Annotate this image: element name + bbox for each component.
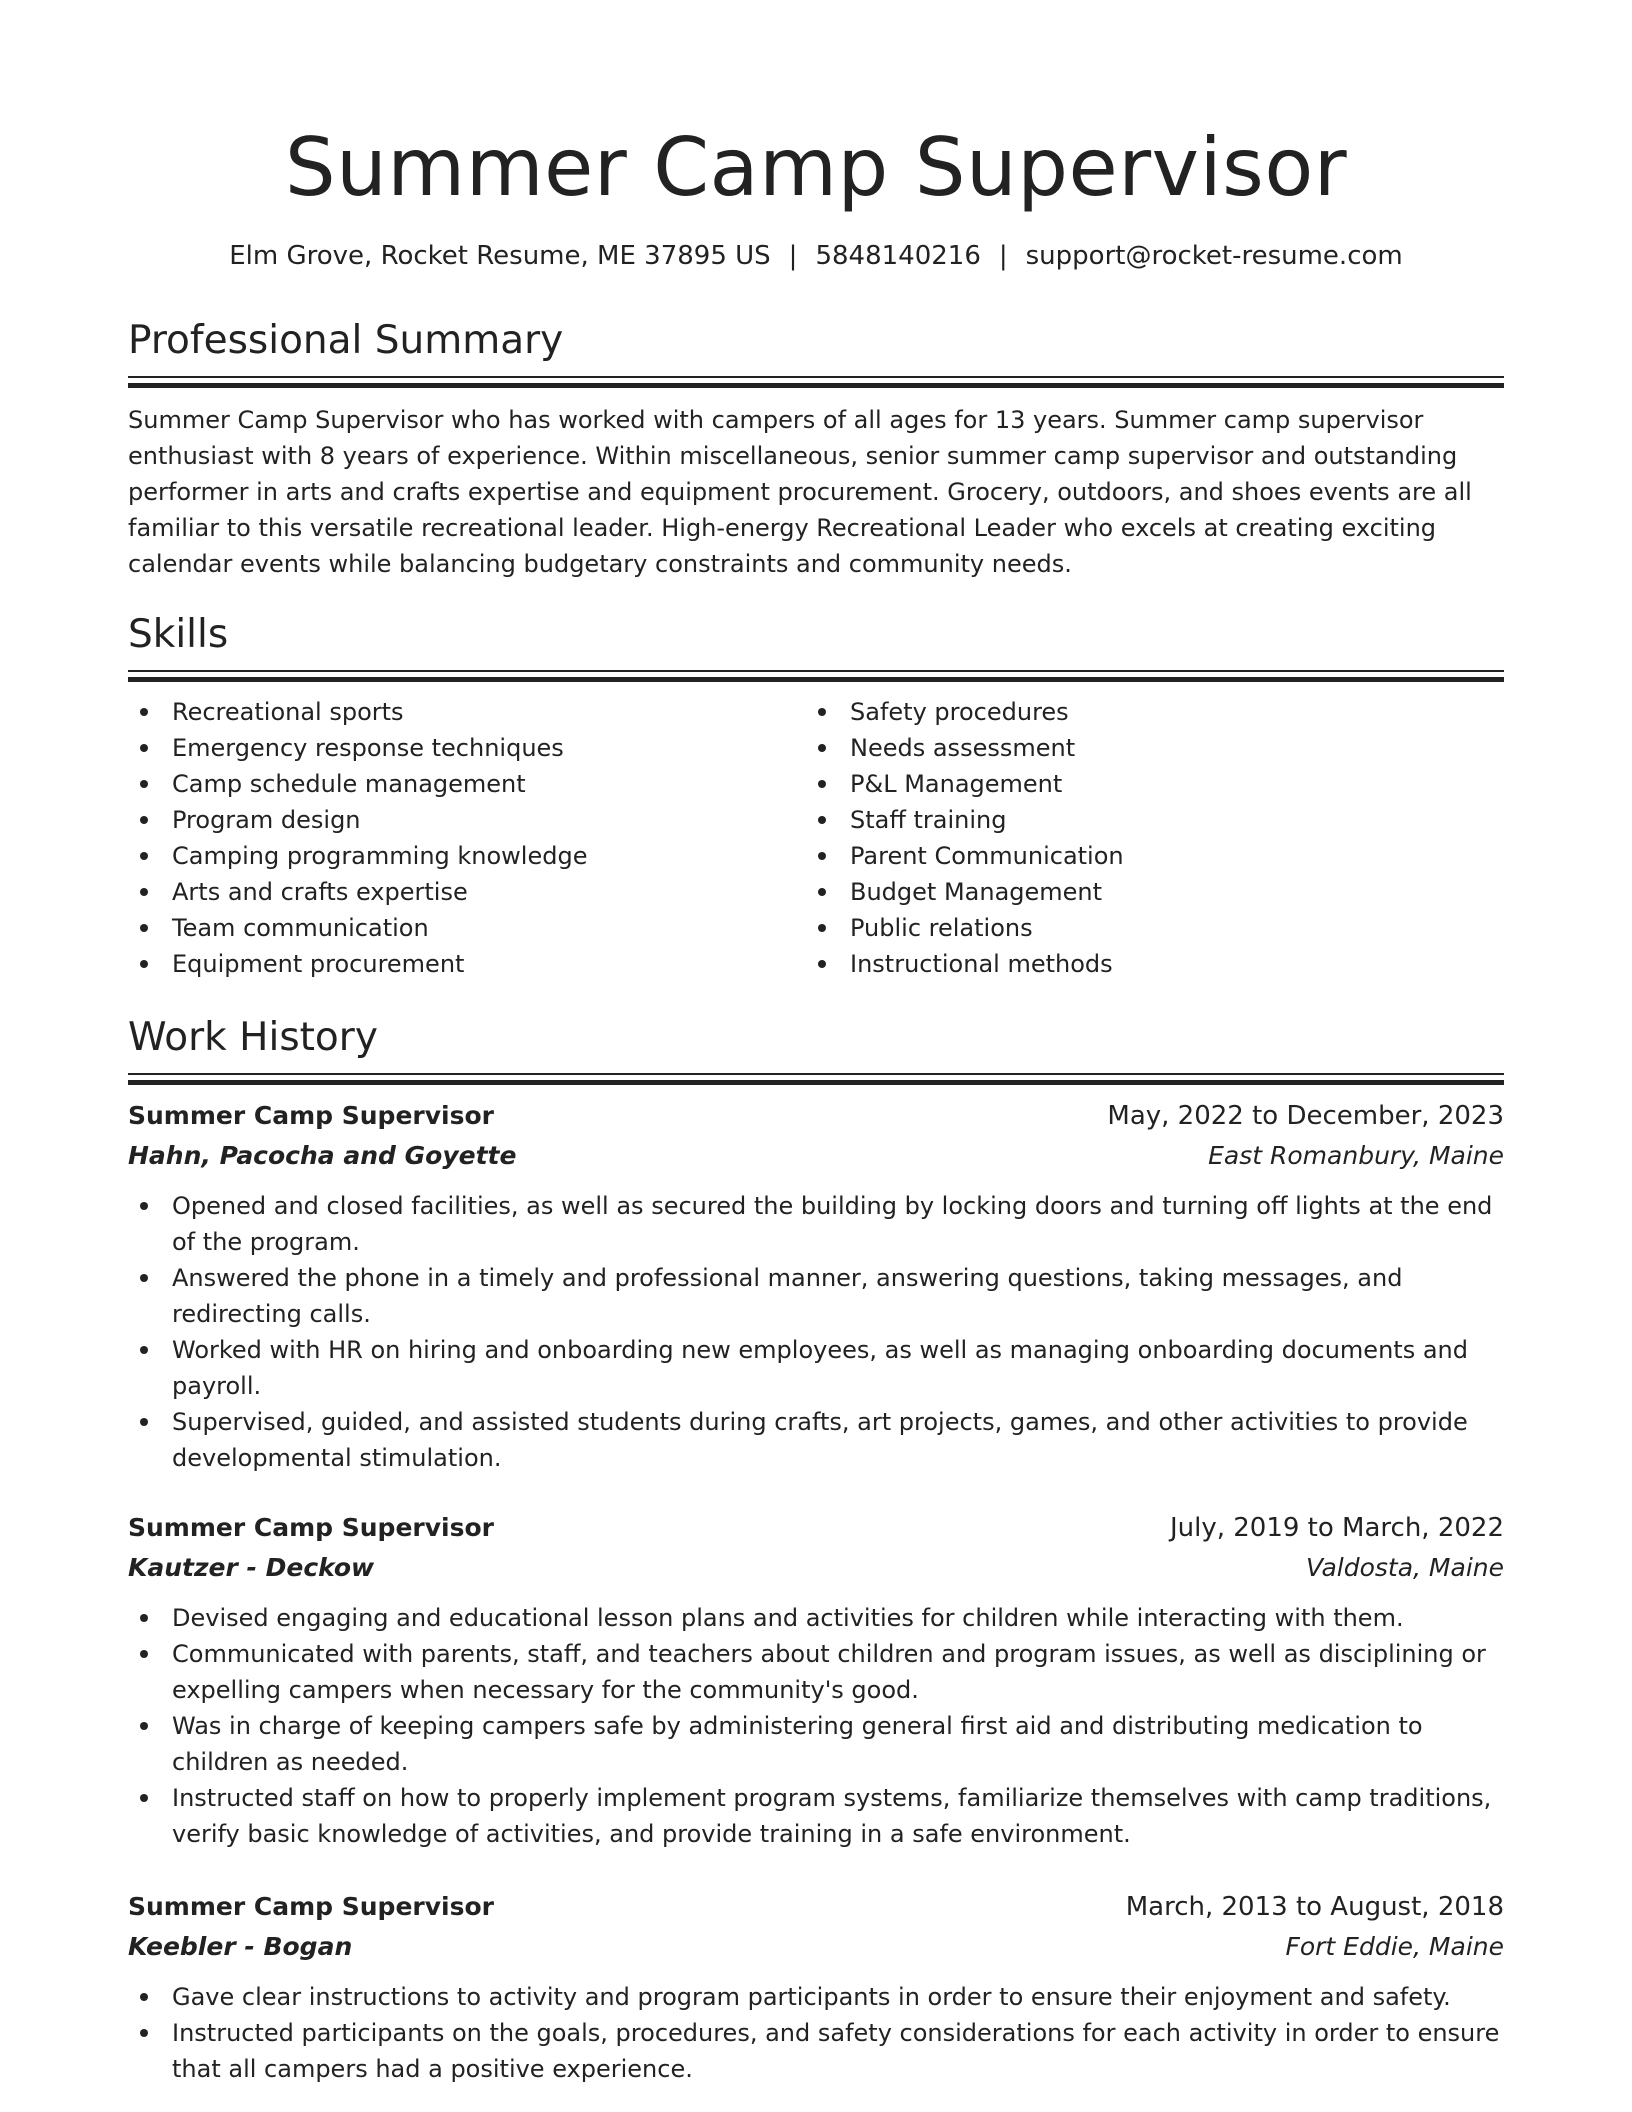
skills-list-right [806, 694, 1484, 982]
job-dates: March, 2013 to August, 2018 [1125, 1892, 1504, 1922]
skill-item: Budget Management [806, 874, 1484, 910]
job-bullet: Gave clear instructions to activity and program participants in order to ensure their enjoyment and safety. [128, 1979, 1504, 2015]
separator: | [788, 241, 798, 271]
section-heading-skills: Skills [128, 612, 229, 657]
skill-item: Program design [128, 802, 806, 838]
job-bullets [128, 1188, 1504, 1476]
skills-section [128, 610, 1504, 982]
job-bullet: Communicated with parents, staff, and teachers about children and program issues, as well as disciplining or expelling campers when necessary for the community's good. [128, 1636, 1504, 1708]
skill-item: Staff training [806, 802, 1484, 838]
section-heading-summary: Professional Summary [128, 318, 564, 363]
job-location: East Romanbury, Maine [1208, 1141, 1504, 1170]
skills-list-left [128, 694, 806, 982]
skill-item: Arts and crafts expertise [128, 874, 806, 910]
skill-item: Equipment procurement [128, 946, 806, 982]
skill-item: Needs assessment [806, 730, 1484, 766]
job-bullets [128, 1979, 1504, 2087]
section-divider [128, 670, 1504, 682]
skill-item: Recreational sports [128, 694, 806, 730]
skills-columns [128, 694, 1504, 982]
work-history-section [128, 1013, 1504, 1085]
skill-item: Team communication [128, 910, 806, 946]
candidate-name: Summer Camp Supervisor [284, 121, 1348, 214]
skill-item: Public relations [806, 910, 1484, 946]
summary-text: Summer Camp Supervisor who has worked with campers of all ages for 13 years. Summer camp supervisor enthusiast with 8 years of experience. Within miscellaneous, senior summer camp supervisor and outstanding performer in arts and crafts expertise and equipment procurement. Grocery, outdoors, and shoes events are all familiar to this versatile recreational leader. High-energy Recreational Leader who excels at creating exciting calendar events while balancing budgetary constraints and community needs. [128, 406, 1472, 578]
job-title: Summer Camp Supervisor [128, 1892, 494, 1921]
skill-item: Safety procedures [806, 694, 1484, 730]
job-bullets [128, 1600, 1504, 1852]
job-bullet: Worked with HR on hiring and onboarding new employees, as well as managing onboarding documents and payroll. [128, 1332, 1504, 1404]
contact-line [128, 238, 1504, 274]
summary-section [128, 316, 1504, 582]
address: Elm Grove, Rocket Resume, ME 37895 US [229, 241, 771, 271]
skill-item: Parent Communication [806, 838, 1484, 874]
job-title: Summer Camp Supervisor [128, 1101, 494, 1130]
job-bullet: Devised engaging and educational lesson plans and activities for children while interacting with them. [128, 1600, 1504, 1636]
phone: 5848140216 [815, 241, 981, 271]
job-company: Hahn, Pacocha and Goyette [128, 1141, 517, 1170]
job-entry [128, 1887, 1504, 2087]
separator: | [998, 241, 1008, 271]
job-entry [128, 1508, 1504, 1852]
job-dates: July, 2019 to March, 2022 [1169, 1513, 1504, 1543]
section-divider [128, 1073, 1504, 1085]
section-heading-work-history: Work History [128, 1015, 378, 1060]
job-location: Valdosta, Maine [1305, 1553, 1504, 1582]
job-entry [128, 1096, 1504, 1476]
section-divider [128, 376, 1504, 388]
job-bullet: Supervised, guided, and assisted students during crafts, art projects, games, and other activities to provide developmental stimulation. [128, 1404, 1504, 1476]
job-company: Kautzer - Deckow [128, 1553, 375, 1582]
job-bullet: Opened and closed facilities, as well as secured the building by locking doors and turning off lights at the end of the program. [128, 1188, 1504, 1260]
skill-item: Camping programming knowledge [128, 838, 806, 874]
job-title: Summer Camp Supervisor [128, 1513, 494, 1542]
skill-item: P&L Management [806, 766, 1484, 802]
job-bullet: Instructed staff on how to properly implement program systems, familiarize themselves with camp traditions, verify basic knowledge of activities, and provide training in a safe environment. [128, 1780, 1504, 1852]
job-bullet: Was in charge of keeping campers safe by administering general first aid and distributing medication to children as needed. [128, 1708, 1504, 1780]
job-bullet: Answered the phone in a timely and professional manner, answering questions, taking messages, and redirecting calls. [128, 1260, 1504, 1332]
skill-item: Camp schedule management [128, 766, 806, 802]
job-location: Fort Eddie, Maine [1285, 1932, 1504, 1961]
job-company: Keebler - Bogan [128, 1932, 353, 1961]
skill-item: Emergency response techniques [128, 730, 806, 766]
email-link[interactable]: support@rocket-resume.com [1025, 241, 1403, 271]
job-bullet: Instructed participants on the goals, procedures, and safety considerations for each activity in order to ensure that all campers had a positive experience. [128, 2015, 1504, 2087]
job-dates: May, 2022 to December, 2023 [1107, 1101, 1504, 1131]
skill-item: Instructional methods [806, 946, 1484, 982]
